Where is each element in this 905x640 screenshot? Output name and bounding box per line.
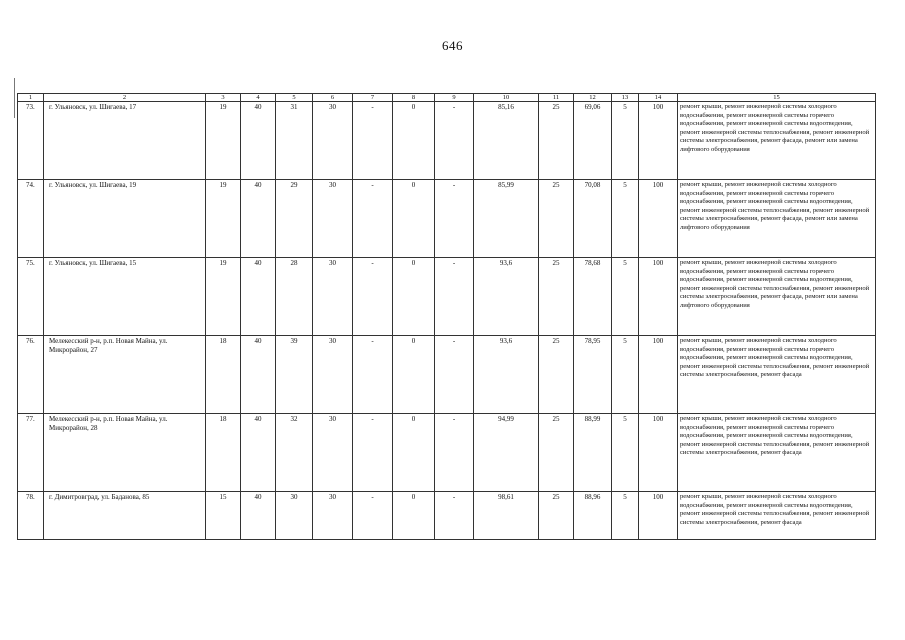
table-cell: 5 bbox=[612, 492, 639, 540]
table-cell: 88,99 bbox=[574, 414, 612, 492]
table-cell: 0 bbox=[393, 258, 435, 336]
table-cell: 94,99 bbox=[474, 414, 539, 492]
table-cell: - bbox=[435, 258, 474, 336]
table-cell: 5 bbox=[612, 336, 639, 414]
table-cell: 40 bbox=[241, 102, 276, 180]
table-cell: 39 bbox=[276, 336, 313, 414]
works-cell: ремонт крыши, ремонт инженерной системы холодного водоснабжения, ремонт инженерной системы горячего водоснабжения, ремонт инженерной системы водоотведения, ремонт инженерной системы теплоснабжения, ремонт инженерной системы электроснабжения, ремонт фасада, ремонт или замена лифтового оборудования bbox=[678, 180, 876, 258]
address-cell: г. Ульяновск, ул. Шигаева, 17 bbox=[44, 102, 206, 180]
address-cell: Мелекесский р-н, р.п. Новая Майна, ул. Микрорайон, 27 bbox=[44, 336, 206, 414]
table-cell: 78,95 bbox=[574, 336, 612, 414]
table-cell: 30 bbox=[313, 180, 353, 258]
table-cell: 93,6 bbox=[474, 258, 539, 336]
table-cell: 78,68 bbox=[574, 258, 612, 336]
header-cell: 4 bbox=[241, 94, 276, 102]
table-cell: 100 bbox=[639, 336, 678, 414]
address-cell: Мелекесский р-н, р.п. Новая Майна, ул. Микрорайон, 28 bbox=[44, 414, 206, 492]
table-cell: 18 bbox=[206, 336, 241, 414]
works-cell: ремонт крыши, ремонт инженерной системы холодного водоснабжения, ремонт инженерной системы горячего водоснабжения, ремонт инженерной системы водоотведения, ремонт инженерной системы теплоснабжения, ремонт инженерной системы электроснабжения, ремонт фасада, ремонт или замена лифтового оборудования bbox=[678, 102, 876, 180]
row-number: 76. bbox=[18, 336, 44, 414]
table-cell: 32 bbox=[276, 414, 313, 492]
table-cell: 40 bbox=[241, 180, 276, 258]
header-cell: 15 bbox=[678, 94, 876, 102]
table-cell: 100 bbox=[639, 180, 678, 258]
header-cell: 1 bbox=[18, 94, 44, 102]
table-cell: 69,06 bbox=[574, 102, 612, 180]
header-cell: 7 bbox=[353, 94, 393, 102]
table-cell: - bbox=[353, 180, 393, 258]
table-cell: - bbox=[435, 180, 474, 258]
table-cell: 0 bbox=[393, 180, 435, 258]
table-cell: 5 bbox=[612, 258, 639, 336]
table-cell: 40 bbox=[241, 336, 276, 414]
table-cell: 25 bbox=[539, 414, 574, 492]
table-cell: 19 bbox=[206, 258, 241, 336]
table-cell: 5 bbox=[612, 180, 639, 258]
table-cell: - bbox=[353, 414, 393, 492]
table-cell: 40 bbox=[241, 258, 276, 336]
table-cell: 19 bbox=[206, 180, 241, 258]
row-number: 73. bbox=[18, 102, 44, 180]
table-cell: 98,61 bbox=[474, 492, 539, 540]
works-cell: ремонт крыши, ремонт инженерной системы холодного водоснабжения, ремонт инженерной системы горячего водоснабжения, ремонт инженерной системы водоотведения, ремонт инженерной системы теплоснабжения, ремонт инженерной системы электроснабжения, ремонт фасада bbox=[678, 414, 876, 492]
header-cell: 14 bbox=[639, 94, 678, 102]
header-cell: 11 bbox=[539, 94, 574, 102]
table-cell: 30 bbox=[313, 102, 353, 180]
row-number: 74. bbox=[18, 180, 44, 258]
table-cell: 100 bbox=[639, 414, 678, 492]
table-cell: 0 bbox=[393, 492, 435, 540]
address-cell: г. Димитровград, ул. Баданова, 85 bbox=[44, 492, 206, 540]
table-row bbox=[18, 258, 876, 336]
page-number: 646 bbox=[442, 38, 463, 53]
table-cell: 30 bbox=[313, 414, 353, 492]
header-row bbox=[18, 94, 876, 102]
table-cell: 28 bbox=[276, 258, 313, 336]
header-cell: 8 bbox=[393, 94, 435, 102]
header-cell: 5 bbox=[276, 94, 313, 102]
table-cell: - bbox=[435, 492, 474, 540]
table-cell: 25 bbox=[539, 102, 574, 180]
header-cell: 13 bbox=[612, 94, 639, 102]
table-cell: - bbox=[435, 102, 474, 180]
row-number: 75. bbox=[18, 258, 44, 336]
table-cell: 30 bbox=[313, 336, 353, 414]
table-cell: 29 bbox=[276, 180, 313, 258]
header-cell: 10 bbox=[474, 94, 539, 102]
table-row bbox=[18, 102, 876, 180]
table-cell: 25 bbox=[539, 258, 574, 336]
table-cell: 15 bbox=[206, 492, 241, 540]
table-cell: 100 bbox=[639, 492, 678, 540]
header-cell: 12 bbox=[574, 94, 612, 102]
margin-rule bbox=[14, 78, 15, 118]
table-cell: 25 bbox=[539, 336, 574, 414]
table-cell: - bbox=[435, 414, 474, 492]
row-number: 77. bbox=[18, 414, 44, 492]
table-cell: 30 bbox=[313, 492, 353, 540]
address-cell: г. Ульяновск, ул. Шигаева, 15 bbox=[44, 258, 206, 336]
header-cell: 2 bbox=[44, 94, 206, 102]
table-cell: 30 bbox=[313, 258, 353, 336]
table-cell: 19 bbox=[206, 102, 241, 180]
works-cell: ремонт крыши, ремонт инженерной системы холодного водоснабжения, ремонт инженерной системы горячего водоснабжения, ремонт инженерной системы водоотведения, ремонт инженерной системы теплоснабжения, ремонт инженерной системы электроснабжения, ремонт фасада bbox=[678, 336, 876, 414]
header-cell: 6 bbox=[313, 94, 353, 102]
table-cell: 93,6 bbox=[474, 336, 539, 414]
address-cell: г. Ульяновск, ул. Шигаева, 19 bbox=[44, 180, 206, 258]
table-cell: 5 bbox=[612, 102, 639, 180]
table-cell: 31 bbox=[276, 102, 313, 180]
row-number: 78. bbox=[18, 492, 44, 540]
table-cell: - bbox=[353, 336, 393, 414]
table-cell: 100 bbox=[639, 102, 678, 180]
table-cell: 25 bbox=[539, 492, 574, 540]
table-cell: 85,99 bbox=[474, 180, 539, 258]
housing-repair-table bbox=[17, 93, 876, 540]
table-row bbox=[18, 336, 876, 414]
table-cell: 5 bbox=[612, 414, 639, 492]
table-cell: 18 bbox=[206, 414, 241, 492]
table-cell: - bbox=[353, 258, 393, 336]
table-cell: 85,16 bbox=[474, 102, 539, 180]
table-cell: 25 bbox=[539, 180, 574, 258]
table-cell: 30 bbox=[276, 492, 313, 540]
header-cell: 3 bbox=[206, 94, 241, 102]
table-cell: - bbox=[435, 336, 474, 414]
table-cell: 40 bbox=[241, 414, 276, 492]
table-row bbox=[18, 414, 876, 492]
table-cell: - bbox=[353, 492, 393, 540]
table-cell: 40 bbox=[241, 492, 276, 540]
table-cell: 0 bbox=[393, 102, 435, 180]
table-cell: 88,96 bbox=[574, 492, 612, 540]
table-cell: 70,08 bbox=[574, 180, 612, 258]
table-cell: 0 bbox=[393, 336, 435, 414]
works-cell: ремонт крыши, ремонт инженерной системы холодного водоснабжения, ремонт инженерной системы водоотведения, ремонт инженерной системы теплоснабжения, ремонт инженерной системы электроснабжения, ремонт фасада bbox=[678, 492, 876, 540]
table-row bbox=[18, 492, 876, 540]
table-cell: - bbox=[353, 102, 393, 180]
header-cell: 9 bbox=[435, 94, 474, 102]
works-cell: ремонт крыши, ремонт инженерной системы холодного водоснабжения, ремонт инженерной системы горячего водоснабжения, ремонт инженерной системы водоотведения, ремонт инженерной системы теплоснабжения, ремонт инженерной системы электроснабжения, ремонт фасада, ремонт или замена лифтового оборудования bbox=[678, 258, 876, 336]
table-cell: 0 bbox=[393, 414, 435, 492]
table-row bbox=[18, 180, 876, 258]
table-cell: 100 bbox=[639, 258, 678, 336]
